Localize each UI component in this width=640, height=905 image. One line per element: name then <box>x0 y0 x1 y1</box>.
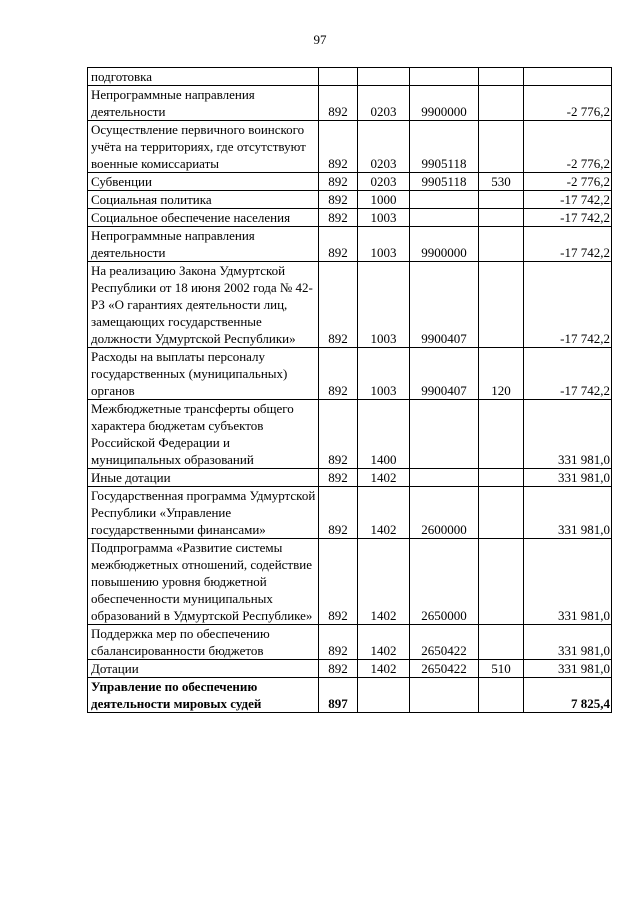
row-csr-cell <box>410 400 479 469</box>
row-name-cell: Непрограммные направления деятельности <box>88 86 319 121</box>
row-rz-cell: 0203 <box>358 121 410 173</box>
row-ved-cell: 892 <box>319 625 358 660</box>
row-vr-cell <box>479 121 524 173</box>
table-row <box>88 348 612 400</box>
row-sum-cell: -2 776,2 <box>524 173 612 191</box>
row-sum-cell: -17 742,2 <box>524 348 612 400</box>
row-rz-cell: 1402 <box>358 625 410 660</box>
row-ved-cell: 892 <box>319 539 358 625</box>
row-rz-cell: 1402 <box>358 660 410 678</box>
row-vr-cell <box>479 487 524 539</box>
row-vr-cell <box>479 227 524 262</box>
row-rz-cell: 1003 <box>358 209 410 227</box>
row-vr-cell: 530 <box>479 173 524 191</box>
row-vr-cell <box>479 262 524 348</box>
table-row <box>88 487 612 539</box>
row-sum-cell: 331 981,0 <box>524 469 612 487</box>
table-row <box>88 173 612 191</box>
row-vr-cell: 120 <box>479 348 524 400</box>
row-sum-cell: -17 742,2 <box>524 191 612 209</box>
row-rz-cell <box>358 678 410 713</box>
row-ved-cell: 892 <box>319 191 358 209</box>
row-ved-cell <box>319 68 358 86</box>
row-ved-cell: 892 <box>319 660 358 678</box>
table-row <box>88 660 612 678</box>
row-sum-cell: 331 981,0 <box>524 400 612 469</box>
row-ved-cell: 892 <box>319 173 358 191</box>
row-ved-cell: 892 <box>319 469 358 487</box>
row-ved-cell: 897 <box>319 678 358 713</box>
row-name-cell: Социальная политика <box>88 191 319 209</box>
row-csr-cell: 9905118 <box>410 173 479 191</box>
row-sum-cell: 331 981,0 <box>524 539 612 625</box>
row-sum-cell: -17 742,2 <box>524 262 612 348</box>
row-name-cell: Иные дотации <box>88 469 319 487</box>
row-csr-cell <box>410 209 479 227</box>
row-vr-cell: 510 <box>479 660 524 678</box>
row-vr-cell <box>479 539 524 625</box>
row-rz-cell: 0203 <box>358 86 410 121</box>
table-row <box>88 625 612 660</box>
table-row <box>88 400 612 469</box>
row-ved-cell: 892 <box>319 209 358 227</box>
row-sum-cell: -17 742,2 <box>524 227 612 262</box>
row-rz-cell: 1402 <box>358 487 410 539</box>
row-sum-cell: 331 981,0 <box>524 625 612 660</box>
row-rz-cell: 1003 <box>358 262 410 348</box>
table-row <box>88 262 612 348</box>
budget-table <box>87 67 612 713</box>
row-vr-cell <box>479 678 524 713</box>
row-csr-cell: 2600000 <box>410 487 479 539</box>
row-rz-cell: 0203 <box>358 173 410 191</box>
row-ved-cell: 892 <box>319 262 358 348</box>
table-row <box>88 86 612 121</box>
row-csr-cell: 2650000 <box>410 539 479 625</box>
table-row <box>88 539 612 625</box>
row-vr-cell <box>479 469 524 487</box>
row-sum-cell: 7 825,4 <box>524 678 612 713</box>
row-vr-cell <box>479 209 524 227</box>
row-rz-cell: 1000 <box>358 191 410 209</box>
row-name-cell: Дотации <box>88 660 319 678</box>
table-row <box>88 68 612 86</box>
row-sum-cell: 331 981,0 <box>524 487 612 539</box>
row-csr-cell <box>410 191 479 209</box>
row-rz-cell <box>358 68 410 86</box>
row-csr-cell: 9900000 <box>410 86 479 121</box>
row-rz-cell: 1003 <box>358 227 410 262</box>
table-row <box>88 678 612 713</box>
table-row <box>88 469 612 487</box>
table-row <box>88 191 612 209</box>
row-csr-cell: 9900407 <box>410 348 479 400</box>
row-sum-cell: 331 981,0 <box>524 660 612 678</box>
row-csr-cell: 2650422 <box>410 660 479 678</box>
budget-table-body <box>88 68 612 713</box>
row-sum-cell <box>524 68 612 86</box>
row-csr-cell: 2650422 <box>410 625 479 660</box>
row-vr-cell <box>479 625 524 660</box>
row-name-cell: На реализацию Закона Удмуртской Республики от 18 июня 2002 года № 42-РЗ «О гарантиях деятельности лиц, замещающих государственные должности Удмуртской Республики» <box>88 262 319 348</box>
row-name-cell: Субвенции <box>88 173 319 191</box>
row-name-cell: Расходы на выплаты персоналу государственных (муниципальных) органов <box>88 348 319 400</box>
row-ved-cell: 892 <box>319 121 358 173</box>
row-rz-cell: 1402 <box>358 469 410 487</box>
row-vr-cell <box>479 191 524 209</box>
row-csr-cell: 9900407 <box>410 262 479 348</box>
row-name-cell: Поддержка мер по обеспечению сбалансированности бюджетов <box>88 625 319 660</box>
table-row <box>88 121 612 173</box>
row-ved-cell: 892 <box>319 487 358 539</box>
row-name-cell: Социальное обеспечение населения <box>88 209 319 227</box>
row-sum-cell: -17 742,2 <box>524 209 612 227</box>
row-ved-cell: 892 <box>319 227 358 262</box>
row-vr-cell <box>479 86 524 121</box>
row-rz-cell: 1400 <box>358 400 410 469</box>
row-name-cell: Осуществление первичного воинского учёта на территориях, где отсутствуют военные комиссариаты <box>88 121 319 173</box>
row-sum-cell: -2 776,2 <box>524 121 612 173</box>
row-ved-cell: 892 <box>319 348 358 400</box>
row-rz-cell: 1402 <box>358 539 410 625</box>
row-csr-cell: 9905118 <box>410 121 479 173</box>
row-name-cell: Подпрограмма «Развитие системы межбюджетных отношений, содействие повышению уровня бюджетной обеспеченности муниципальных образований в Удмуртской Республике» <box>88 539 319 625</box>
row-csr-cell: 9900000 <box>410 227 479 262</box>
row-name-cell: Государственная программа Удмуртской Республики «Управление государственными финансами» <box>88 487 319 539</box>
row-name-cell: Межбюджетные трансферты общего характера бюджетам субъектов Российской Федерации и муниципальных образований <box>88 400 319 469</box>
row-rz-cell: 1003 <box>358 348 410 400</box>
row-ved-cell: 892 <box>319 400 358 469</box>
row-name-cell: Управление по обеспечению деятельности мировых судей <box>88 678 319 713</box>
table-row <box>88 227 612 262</box>
row-vr-cell <box>479 68 524 86</box>
page-number: 97 <box>313 32 327 47</box>
row-ved-cell: 892 <box>319 86 358 121</box>
row-name-cell: Непрограммные направления деятельности <box>88 227 319 262</box>
row-name-cell: подготовка <box>88 68 319 86</box>
table-row <box>88 209 612 227</box>
row-csr-cell <box>410 678 479 713</box>
row-vr-cell <box>479 400 524 469</box>
row-csr-cell <box>410 68 479 86</box>
row-sum-cell: -2 776,2 <box>524 86 612 121</box>
row-csr-cell <box>410 469 479 487</box>
